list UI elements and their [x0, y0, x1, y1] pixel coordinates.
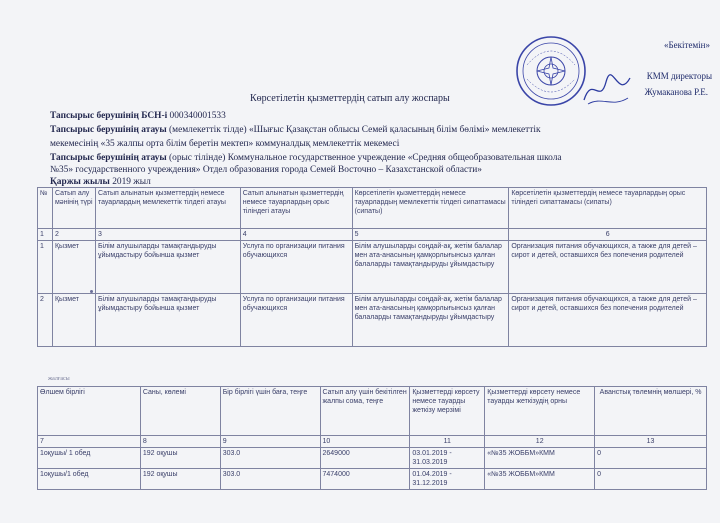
sum-cell: 2649000 — [320, 448, 410, 469]
unit-cell: 1оқушы/1 обед — [38, 469, 141, 490]
table-header-row — [38, 387, 707, 436]
quantity-cell: 192 оқушы — [140, 448, 220, 469]
bin-line — [50, 110, 226, 122]
table-row — [38, 448, 707, 469]
column-number: 2 — [52, 229, 95, 241]
advance-cell: 0 — [595, 469, 707, 490]
column-number: 11 — [410, 436, 485, 448]
header-cell: Көрсетілетін қызметтердің немесе тауарлардың мемлекеттік тілдегі сипаттамасы (сипаты) — [352, 188, 509, 229]
column-number-row — [38, 436, 707, 448]
approval-title: «Бекітемін» — [664, 40, 710, 50]
table-row — [38, 469, 707, 490]
header-cell: Сатып алу үшін бекітілген жалпы сома, теңге — [320, 387, 410, 436]
table-row — [38, 294, 707, 347]
header-cell: Қызметтерді көрсету немесе тауарды жеткізудің орны — [485, 387, 595, 436]
row-number: 2 — [38, 294, 53, 347]
place-cell: «№35 ЖОББМ»КММ — [485, 469, 595, 490]
header-cell: № — [38, 188, 53, 229]
customer-kz-text-1: «Шығыс Қазақстан облысы Семей қаласының білім бөлімі» мемлекеттік — [248, 125, 541, 135]
table-header-row — [38, 188, 707, 229]
header-cell: Аванстық төлемнің мөлшері, % — [595, 387, 707, 436]
unit-cell: 1оқушы/ 1 обед — [38, 448, 141, 469]
customer-ru-text-1: Коммунальное государственное учреждение «Средняя общеобразовательная школа — [227, 153, 562, 163]
purchase-type: Қызмет — [52, 294, 95, 347]
fiscal-year-label: Қаржы жылы — [50, 177, 110, 187]
customer-kz-text-2: мекемесінің «35 жалпы орта білім беретін мектеп» коммуналдық мемлекеттік мекемесі — [50, 139, 400, 149]
service-name-kz: Білім алушыларды тамақтандыруды ұйымдастыру бойынша қызмет — [95, 294, 240, 347]
service-description-kz: Білім алушыларды соңдай-ақ, жетім балалар мен ата-анасының қамқорлығынсыз қалған балаларды тамақтандыруды ұйымдастыру — [352, 294, 509, 347]
header-cell: Саны, көлемі — [140, 387, 220, 436]
column-number: 1 — [38, 229, 53, 241]
sum-cell: 7474000 — [320, 469, 410, 490]
ink-dot — [90, 290, 93, 293]
purchase-type: Қызмет — [52, 241, 95, 294]
column-number: 6 — [509, 229, 707, 241]
procurement-table-1 — [37, 187, 707, 347]
customer-ru-text-2: №35» государственного учреждения» Отдел образования города Семей Восточно – Казахстанской области» — [50, 165, 482, 175]
customer-ru-label: Тапсырыс берушінің атауы — [50, 153, 167, 163]
continuation-label: жалғасы — [48, 376, 70, 382]
document-title: Көрсетілетін қызметтердің сатып алу жоспары — [250, 93, 450, 104]
header-cell: Сатып алу мәнінің түрі — [52, 188, 95, 229]
procurement-table-2 — [37, 386, 707, 490]
fiscal-year-value: 2019 жыл — [112, 177, 151, 187]
column-number: 8 — [140, 436, 220, 448]
approval-person: Жумаканова Р.Е. — [644, 87, 708, 97]
column-number: 9 — [220, 436, 320, 448]
customer-kz-note: (мемлекеттік тілде) — [169, 125, 247, 135]
table-row — [38, 241, 707, 294]
price-cell: 303.0 — [220, 448, 320, 469]
column-number: 3 — [95, 229, 240, 241]
service-description-kz: Білім алушыларды соңдай-ақ, жетім балалар мен ата-анасының қамқорлығынсыз қалған балаларды тамақтандыруды ұйымдастыру — [352, 241, 509, 294]
column-number: 10 — [320, 436, 410, 448]
header-cell: Өлшем бірлігі — [38, 387, 141, 436]
customer-ru-note: (орыс тілінде) — [169, 153, 226, 163]
price-cell: 303.0 — [220, 469, 320, 490]
quantity-cell: 192 оқушы — [140, 469, 220, 490]
approval-position: КММ директоры — [646, 71, 712, 81]
round-seal-stamp — [515, 35, 587, 107]
header-cell: Қызметтерді көрсету немесе тауарды жеткізу мерзімі — [410, 387, 485, 436]
service-name-ru: Услуга по организации питания обучающихся — [240, 241, 352, 294]
customer-kz-line-1 — [50, 124, 541, 136]
service-name-kz: Білім алушыларды тамақтандыруды ұйымдастыру бойынша қызмет — [95, 241, 240, 294]
column-number: 12 — [485, 436, 595, 448]
column-number: 7 — [38, 436, 141, 448]
header-cell: Сатып алынатын қызметтердің немесе тауарлардың орыс тіліндегі атауы — [240, 188, 352, 229]
service-name-ru: Услуга по организации питания обучающихся — [240, 294, 352, 347]
customer-ru-line-1 — [50, 152, 562, 164]
customer-kz-label: Тапсырыс берушінің атауы — [50, 125, 167, 135]
column-number: 4 — [240, 229, 352, 241]
row-number: 1 — [38, 241, 53, 294]
service-description-ru: Организация питания обучающихся, а также для детей – сирот и детей, оставшихся без попечения родителей — [509, 241, 707, 294]
bin-value: 000340001533 — [169, 111, 226, 121]
column-number-row — [38, 229, 707, 241]
header-cell: Бір бірлігі үшін баға, теңге — [220, 387, 320, 436]
term-cell: 01.04.2019 - 31.12.2019 — [410, 469, 485, 490]
column-number: 13 — [595, 436, 707, 448]
service-description-ru: Организация питания обучающихся, а также для детей – сирот и детей, оставшихся без попечения родителей — [509, 294, 707, 347]
header-cell: Сатып алынатын қызметтердің немесе тауарлардың мемлекеттік тілдегі атауы — [95, 188, 240, 229]
column-number: 5 — [352, 229, 509, 241]
header-cell: Көрсетілетін қызметтердің немесе тауарлардың орыс тіліндегі сипаттамасы (сипаты) — [509, 188, 707, 229]
place-cell: «№35 ЖОББМ»КММ — [485, 448, 595, 469]
advance-cell: 0 — [595, 448, 707, 469]
term-cell: 03.01.2019 - 31.03.2019 — [410, 448, 485, 469]
bin-label: Тапсырыс берушінің БСН-і — [50, 111, 168, 121]
